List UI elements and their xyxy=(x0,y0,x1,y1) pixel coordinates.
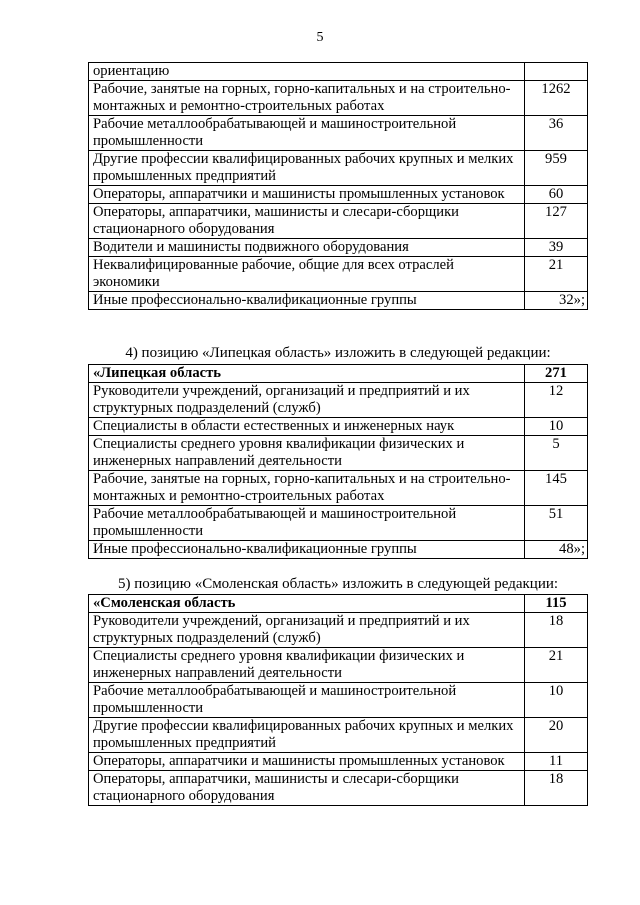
row-value: 18 xyxy=(525,771,588,806)
row-value xyxy=(525,63,588,81)
section-5-intro: 5) позицию «Смоленская область» изложить в следующей редакции: xyxy=(117,576,559,592)
page-number: 5 xyxy=(316,30,324,45)
row-label: Рабочие металлообрабатывающей и машиностроительной промышленности xyxy=(89,683,525,718)
row-label: Руководители учреждений, организаций и предприятий и их структурных подразделений (служб) xyxy=(89,383,525,418)
row-value: 18 xyxy=(525,613,588,648)
table-row xyxy=(89,436,588,471)
table-row xyxy=(89,239,588,257)
row-value: 51 xyxy=(525,506,588,541)
table-row xyxy=(89,613,588,648)
row-label: Рабочие, занятые на горных, горно-капитальных и на строительно-монтажных и ремонтно-строительных работах xyxy=(89,81,525,116)
region-total: 271 xyxy=(525,365,588,383)
region-total: 115 xyxy=(525,595,588,613)
row-value: 1262 xyxy=(525,81,588,116)
row-label: Операторы, аппаратчики и машинисты промышленных установок xyxy=(89,186,525,204)
table-row xyxy=(89,257,588,292)
row-label: Руководители учреждений, организаций и предприятий и их структурных подразделений (служб) xyxy=(89,613,525,648)
table-row xyxy=(89,506,588,541)
row-label: Неквалифицированные рабочие, общие для всех отраслей экономики xyxy=(89,257,525,292)
row-value: 10 xyxy=(525,683,588,718)
row-label: Операторы, аппаратчики, машинисты и слесари-сборщики стационарного оборудования xyxy=(89,204,525,239)
table-row xyxy=(89,718,588,753)
table-row xyxy=(89,771,588,806)
row-label: Рабочие металлообрабатывающей и машиностроительной промышленности xyxy=(89,506,525,541)
row-value: 21 xyxy=(525,648,588,683)
row-value: 127 xyxy=(525,204,588,239)
table-row xyxy=(89,418,588,436)
row-value: 959 xyxy=(525,151,588,186)
table-header-row xyxy=(89,595,588,613)
region-name: «Липецкая область xyxy=(89,365,525,383)
row-label: Операторы, аппаратчики и машинисты промышленных установок xyxy=(89,753,525,771)
table-row xyxy=(89,292,588,310)
section-4-intro: 4) позицию «Липецкая область» изложить в следующей редакции: xyxy=(125,345,551,361)
table-row xyxy=(89,186,588,204)
row-value: 48»; xyxy=(525,541,588,559)
row-value: 11 xyxy=(525,753,588,771)
row-label: Другие профессии квалифицированных рабочих крупных и мелких промышленных предприятий xyxy=(89,718,525,753)
smolensk-table xyxy=(88,594,588,806)
row-label: Операторы, аппаратчики, машинисты и слесари-сборщики стационарного оборудования xyxy=(89,771,525,806)
table-row xyxy=(89,683,588,718)
row-label: Специалисты среднего уровня квалификации физических и инженерных направлений деятельности xyxy=(89,648,525,683)
row-value: 39 xyxy=(525,239,588,257)
row-value: 145 xyxy=(525,471,588,506)
row-label: Иные профессионально-квалификационные группы xyxy=(89,292,525,310)
table-row xyxy=(89,383,588,418)
row-value: 5 xyxy=(525,436,588,471)
table-row xyxy=(89,541,588,559)
row-label: Водители и машинисты подвижного оборудования xyxy=(89,239,525,257)
table-row xyxy=(89,648,588,683)
row-label: Рабочие, занятые на горных, горно-капитальных и на строительно-монтажных и ремонтно-строительных работах xyxy=(89,471,525,506)
row-value: 20 xyxy=(525,718,588,753)
row-value: 10 xyxy=(525,418,588,436)
row-label: ориентацию xyxy=(89,63,525,81)
table-row xyxy=(89,151,588,186)
table-row xyxy=(89,204,588,239)
table-row xyxy=(89,471,588,506)
table-row xyxy=(89,753,588,771)
row-value: 32»; xyxy=(525,292,588,310)
table-row xyxy=(89,63,588,81)
professions-table-continued xyxy=(88,62,588,310)
row-label: Специалисты среднего уровня квалификации физических и инженерных направлений деятельности xyxy=(89,436,525,471)
lipetsk-table xyxy=(88,364,588,559)
row-label: Специалисты в области естественных и инженерных наук xyxy=(89,418,525,436)
table-header-row xyxy=(89,365,588,383)
row-value: 21 xyxy=(525,257,588,292)
region-name: «Смоленская область xyxy=(89,595,525,613)
table-row xyxy=(89,116,588,151)
row-label: Другие профессии квалифицированных рабочих крупных и мелких промышленных предприятий xyxy=(89,151,525,186)
row-value: 36 xyxy=(525,116,588,151)
row-label: Иные профессионально-квалификационные группы xyxy=(89,541,525,559)
row-value: 12 xyxy=(525,383,588,418)
row-value: 60 xyxy=(525,186,588,204)
row-label: Рабочие металлообрабатывающей и машиностроительной промышленности xyxy=(89,116,525,151)
table-row xyxy=(89,81,588,116)
